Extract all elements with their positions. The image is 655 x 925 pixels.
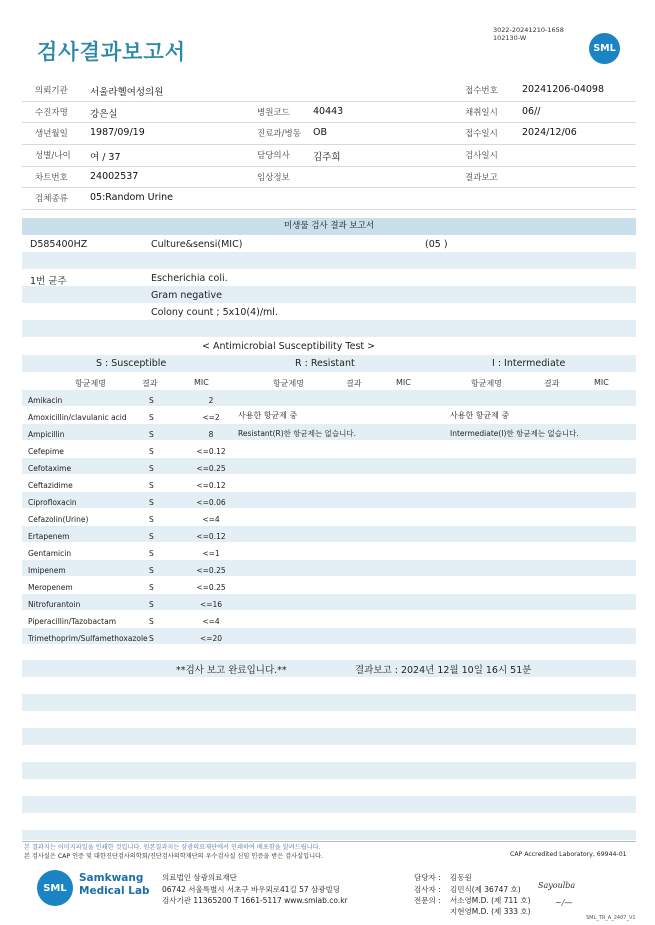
legend-intermediate: I : Intermediate (492, 358, 566, 369)
col-mic-header: MIC (194, 378, 209, 387)
col-drug-header: 항균제명 (273, 379, 304, 388)
patient-info-table (22, 80, 636, 210)
row-band (22, 286, 636, 303)
footer-note-1: 본 결과지는 이미지파일을 인쇄한 것입니다. 원본결과지는 삼광의료재단에서 인쇄하여 배포함을 알려드립니다. (24, 844, 321, 851)
collect-date-label: 채취일시 (465, 107, 498, 118)
drug-mic: <=0.25 (196, 583, 226, 592)
drug-result: S (149, 617, 154, 626)
row-band (22, 660, 636, 677)
sml-footer-logo: SML (37, 870, 73, 906)
receipt-date-label: 접수일시 (465, 129, 498, 140)
drug-result: S (149, 515, 154, 524)
chart-no-value: 24002537 (90, 170, 139, 182)
hospital-code-label: 병원코드 (257, 107, 290, 118)
col-mic-header: MIC (594, 378, 609, 387)
dob-value: 1987/09/19 (90, 127, 145, 139)
drug-name: Ertapenem (28, 532, 70, 541)
intermediate-note-heading: 사용한 항균제 중 (450, 411, 510, 420)
drug-row (22, 529, 636, 546)
report-label: 결과보고 (465, 172, 498, 183)
row-band (22, 320, 636, 337)
tester-label: 검사자 : (414, 885, 441, 894)
form-version: SML_TR_A_2407_V1 (586, 915, 636, 921)
test-subcode: (05 ) (425, 239, 448, 250)
staff-name: 김동원 (450, 873, 472, 882)
drug-mic: <=1 (202, 549, 220, 558)
sex-age-label: 성별/나이 (35, 151, 71, 162)
drug-row (22, 478, 636, 495)
drug-result: S (149, 549, 154, 558)
drug-name: Amikacin (28, 396, 63, 405)
col-result-header: 결과 (142, 379, 158, 388)
dob-label: 생년월일 (35, 129, 68, 140)
clinical-label: 임상정보 (257, 172, 290, 183)
staff-label: 담당자 : (414, 873, 441, 882)
drug-row (22, 580, 636, 597)
drug-name: Meropenem (28, 583, 73, 592)
report-complete: **검사 보고 완료입니다.** (176, 665, 287, 676)
col-drug-header: 항균제명 (75, 379, 106, 388)
drug-row (22, 512, 636, 529)
drug-result: S (149, 532, 154, 541)
col-result-header: 결과 (346, 379, 362, 388)
report-title: 검사결과보고서 (37, 40, 187, 64)
drug-result: S (149, 430, 154, 439)
dept-value: OB (313, 127, 327, 139)
drug-mic: <=4 (202, 515, 220, 524)
patient-value: 강은실 (90, 108, 118, 120)
drug-result: S (149, 413, 154, 422)
drug-row (22, 393, 636, 410)
institution-value: 서울라헬여성의원 (90, 87, 164, 98)
col-drug-header: 항균제명 (471, 379, 502, 388)
legend-resistant: R : Resistant (295, 358, 355, 369)
row-band (22, 796, 636, 813)
drug-name: Amoxicillin/clavulanic acid (28, 413, 127, 422)
info-row (22, 145, 636, 167)
row-band (22, 830, 636, 840)
drug-name: Nitrofurantoin (28, 600, 81, 609)
info-row (22, 167, 636, 189)
drug-row (22, 614, 636, 631)
receipt-date-value: 2024/12/06 (522, 127, 577, 139)
drug-row (22, 546, 636, 563)
cap-accreditation: CAP Accredited Laboratory, 69944-01 (510, 851, 627, 858)
ast-title: < Antimicrobial Susceptibility Test > (202, 341, 376, 352)
drug-result: S (149, 583, 154, 592)
chart-no-label: 차트번호 (35, 172, 68, 183)
drug-mic: <=0.12 (196, 481, 226, 490)
specimen-value: 05:Random Urine (90, 192, 174, 204)
drug-name: Ampicillin (28, 430, 65, 439)
sml-logo: SML (589, 33, 620, 64)
tester-name: 김민식(제 36747 호) (450, 885, 521, 894)
drug-name: Piperacillin/Tazobactam (28, 617, 117, 626)
drug-result: S (149, 396, 154, 405)
tester-signature: Sayoulba (538, 881, 576, 890)
drug-result: S (149, 634, 154, 643)
hospital-code-value: 40443 (313, 105, 344, 117)
doc-id-line-1: 3022-20241210-1658 (493, 26, 564, 34)
drug-result: S (149, 498, 154, 507)
colony-count: Colony count ; 5x10(4)/ml. (151, 307, 278, 318)
doc-id-line-2: 102130-W (493, 34, 527, 42)
drug-mic: <=0.06 (196, 498, 226, 507)
micro-section-title: 미생물 검사 결과 보고서 (22, 218, 636, 235)
receipt-no-label: 접수번호 (465, 86, 498, 96)
specialist-signature: ~/— (555, 898, 573, 907)
drug-mic: 2 (208, 396, 214, 405)
test-code: D585400HZ (30, 239, 88, 250)
specialist-1: 서소영M.D. (제 711 호) (450, 896, 531, 905)
drug-mic: 8 (208, 430, 214, 439)
organism-label: 1번 균주 (30, 276, 67, 287)
drug-result: S (149, 566, 154, 575)
legend-susceptible: S : Susceptible (96, 358, 167, 369)
drug-result: S (149, 600, 154, 609)
drug-result: S (149, 447, 154, 456)
drug-name: Cefazolin(Urine) (28, 515, 89, 524)
doctor-value: 김주희 (313, 152, 341, 164)
drug-name: Cefotaxime (28, 464, 72, 473)
resistant-note-heading: 사용한 항균제 중 (238, 411, 298, 420)
drug-mic: <=0.12 (196, 447, 226, 456)
org-address: 06742 서울특별시 서초구 바우뫼로41길 57 삼광빌딩 (162, 885, 341, 894)
intermediate-note: Intermediate(I)한 항균제는 없습니다. (450, 429, 579, 438)
report-time: 결과보고 : 2024년 12월 10일 16시 51분 (355, 665, 532, 676)
test-date-label: 검사일시 (465, 151, 498, 162)
drug-mic: <=20 (199, 634, 223, 643)
drug-mic: <=16 (199, 600, 223, 609)
drug-row (22, 461, 636, 478)
doctor-label: 담당의사 (257, 151, 290, 162)
drug-row (22, 495, 636, 512)
org-name: 의료법인 삼광의료재단 (162, 873, 237, 882)
drug-result: S (149, 481, 154, 490)
specialist-label: 전문의 : (414, 896, 441, 905)
collect-date-value: 06// (522, 105, 541, 117)
col-mic-header: MIC (396, 378, 411, 387)
drug-name: Trimethoprim/Sulfamethoxazole (28, 634, 148, 643)
drug-name: Gentamicin (28, 549, 72, 558)
footer-note-2: 본 검사실은 CAP 인증 및 대한진단검사의학회/진단검사의학재단의 우수검사실 신임 인증을 받은 검사실입니다. (24, 853, 323, 860)
resistant-note: Resistant(R)한 항균제는 없습니다. (238, 429, 357, 438)
brand-name (79, 872, 150, 898)
row-band (22, 694, 636, 711)
drug-row (22, 631, 636, 648)
drug-row (22, 410, 636, 427)
receipt-no-value: 20241206-04098 (522, 84, 605, 95)
dept-label: 진료과/병동 (257, 129, 301, 140)
brand-line-1: Samkwang (79, 872, 144, 884)
organism-name: Escherichia coli. (151, 273, 228, 284)
info-row (22, 123, 636, 145)
specimen-label: 검체종류 (35, 194, 68, 205)
gram-stain: Gram negative (151, 290, 222, 301)
document-id (493, 26, 564, 42)
drug-row (22, 444, 636, 461)
patient-label: 수진자명 (35, 107, 68, 118)
sex-age-value: 여 / 37 (90, 152, 121, 164)
drug-name: Ceftazidime (28, 481, 73, 490)
col-result-header: 결과 (544, 379, 560, 388)
drug-name: Ciprofloxacin (28, 498, 77, 507)
org-contact: 검사기관 11365200 T 1661-5117 www.smlab.co.kr (162, 896, 348, 905)
drug-row (22, 597, 636, 614)
test-name: Culture&sensi(MIC) (151, 239, 243, 250)
row-band (22, 762, 636, 779)
drug-mic: <=0.25 (196, 464, 226, 473)
row-band (22, 728, 636, 745)
drug-result: S (149, 464, 154, 473)
institution-label: 의뢰기관 (35, 86, 68, 96)
info-row (22, 80, 636, 102)
drug-row (22, 563, 636, 580)
drug-name: Imipenem (28, 566, 66, 575)
drug-mic: <=2 (202, 413, 220, 422)
drug-name: Cefepime (28, 447, 64, 456)
drug-mic: <=0.25 (196, 566, 226, 575)
row-band (22, 252, 636, 269)
drug-mic: <=4 (202, 617, 220, 626)
drug-mic: <=0.12 (196, 532, 226, 541)
info-row (22, 102, 636, 124)
info-row (22, 188, 636, 210)
specialist-2: 지현영M.D. (제 333 호) (450, 907, 531, 916)
brand-line-2: Medical Lab (79, 885, 150, 897)
